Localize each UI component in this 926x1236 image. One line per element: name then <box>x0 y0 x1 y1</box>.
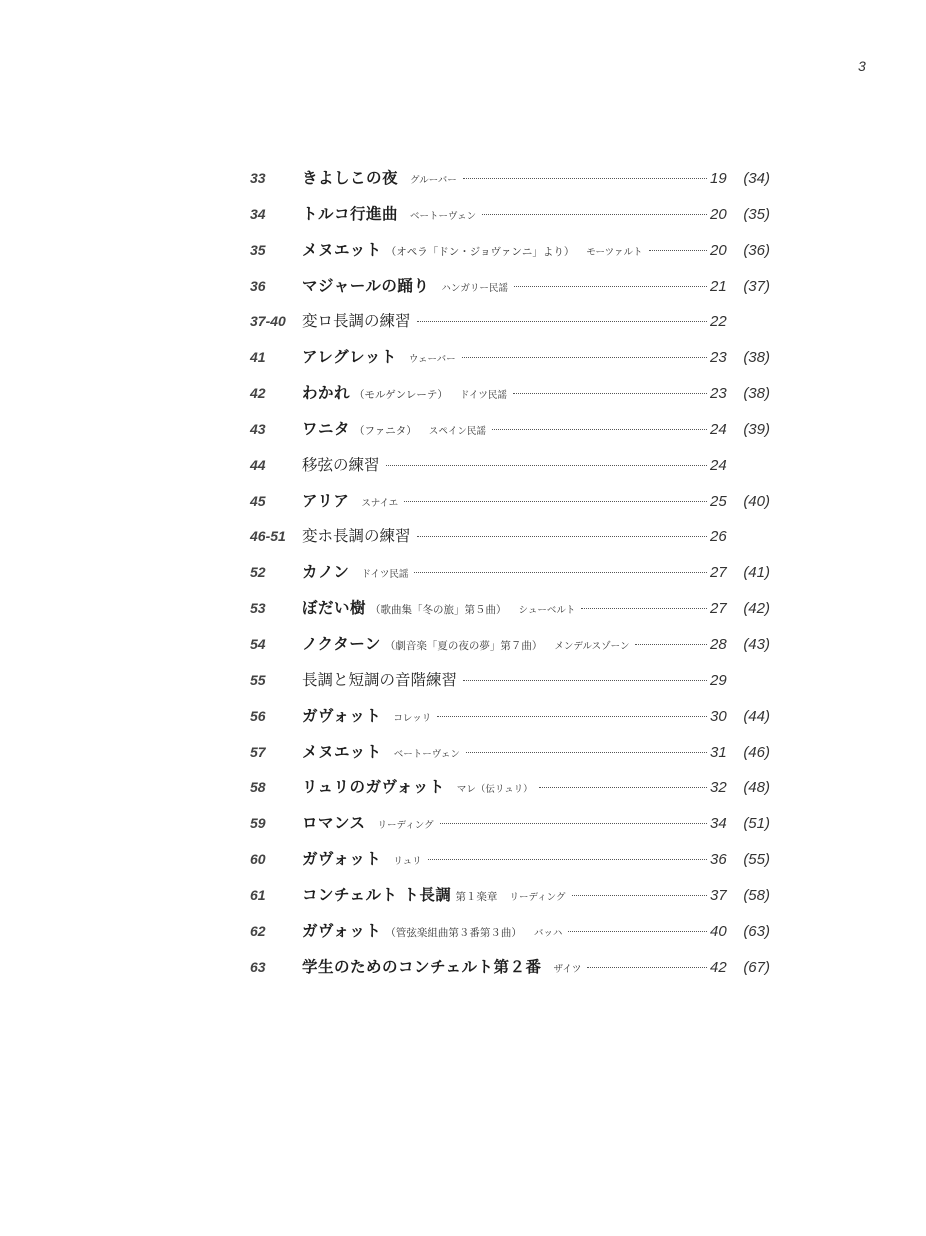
entry-part-page: (67) <box>743 958 770 976</box>
toc-entry <box>250 740 770 776</box>
toc-entry <box>250 453 770 489</box>
entry-composer: ウェーバー <box>408 354 456 366</box>
entry-composer: コレッリ <box>393 712 432 724</box>
toc-entry <box>250 704 770 740</box>
entry-number: 54 <box>250 635 266 652</box>
entry-composer: ドイツ民謡 <box>459 390 507 402</box>
entry-part-page: (55) <box>743 851 770 869</box>
entry-number: 63 <box>250 958 266 975</box>
entry-part-page: (43) <box>743 635 770 653</box>
entry-title: ノクターン <box>302 633 381 653</box>
entry-title: アレグレット <box>302 347 397 367</box>
entry-composer: メンデルスゾーン <box>554 640 630 652</box>
entry-composer: マレ（伝リュリ） <box>456 784 533 796</box>
toc-entry <box>250 345 770 381</box>
entry-title: 学生のためのコンチェルト第２番 <box>302 956 542 976</box>
entry-title: ガヴォット <box>302 849 382 869</box>
entry-number: 33 <box>250 170 266 186</box>
entry-number: 35 <box>250 241 266 258</box>
toc-entry <box>250 811 770 847</box>
entry-title: コンチェルト ト長調 <box>302 884 452 904</box>
entry-page: 27 <box>710 564 727 582</box>
entry-number: 36 <box>250 277 266 294</box>
entry-page: 36 <box>710 851 727 869</box>
entry-title: アリア <box>302 490 350 510</box>
entry-part-page: (51) <box>743 815 770 833</box>
dot-leader <box>417 321 707 322</box>
toc-entry <box>250 919 770 955</box>
dot-leader <box>404 501 707 502</box>
entry-number: 62 <box>250 922 266 939</box>
entry-composer: バッハ <box>533 927 563 939</box>
toc-entry <box>250 417 770 453</box>
dot-leader <box>462 357 707 358</box>
entry-part-page: (48) <box>743 779 770 797</box>
entry-part-page: (35) <box>743 205 770 223</box>
entry-part-page: (42) <box>743 600 770 618</box>
dot-leader <box>513 393 707 394</box>
entry-page: 42 <box>710 958 727 976</box>
entry-number: 57 <box>250 743 266 760</box>
dot-leader <box>463 178 707 179</box>
entry-number: 55 <box>250 671 266 688</box>
entry-page: 23 <box>710 385 727 403</box>
toc-entry <box>250 847 770 883</box>
dot-leader <box>587 967 707 968</box>
entry-page: 32 <box>710 779 727 797</box>
entry-title: トルコ行進曲 <box>302 203 399 223</box>
entry-number: 45 <box>250 492 266 509</box>
dot-leader <box>635 644 707 645</box>
dot-leader <box>428 859 707 860</box>
entry-title: ワニタ <box>302 418 351 438</box>
entry-composer: ザイツ <box>553 963 582 975</box>
entry-page: 19 <box>710 170 727 187</box>
entry-number: 34 <box>250 205 266 222</box>
entry-part-page: (40) <box>743 492 770 510</box>
entry-part-page: (37) <box>743 277 770 295</box>
entry-number: 59 <box>250 815 266 832</box>
entry-part-page: (63) <box>743 922 770 940</box>
entry-composer: シューベルト <box>518 605 576 617</box>
entry-number: 41 <box>250 349 266 366</box>
entry-title: マジャールの踊り <box>302 275 430 295</box>
toc-entry <box>250 560 770 596</box>
entry-page: 23 <box>710 349 727 367</box>
dot-leader <box>466 752 707 753</box>
dot-leader <box>482 214 707 215</box>
entry-page: 31 <box>710 743 727 761</box>
entry-composer: ハンガリー民謡 <box>441 282 508 294</box>
toc-entry <box>250 489 770 525</box>
entry-title: ガヴォット <box>302 920 382 940</box>
entry-page: 34 <box>710 815 727 833</box>
entry-page: 24 <box>710 420 727 438</box>
dot-leader <box>568 931 707 932</box>
entry-subtitle: （歌曲集「冬の旅」第５曲） <box>370 604 507 617</box>
entry-number: 56 <box>250 707 266 724</box>
entry-page: 26 <box>710 528 727 546</box>
entry-page: 28 <box>710 635 727 653</box>
dot-leader <box>414 572 707 573</box>
table-of-contents <box>250 166 770 990</box>
dot-leader <box>417 536 707 537</box>
entry-number: 43 <box>250 420 266 437</box>
toc-entry <box>250 238 770 274</box>
entry-page: 21 <box>710 277 727 295</box>
toc-entry <box>250 166 770 202</box>
dot-leader <box>437 716 707 717</box>
entry-composer: グルーバー <box>410 175 457 186</box>
entry-composer: ベートーヴェン <box>410 210 477 222</box>
toc-entry <box>250 596 770 632</box>
entry-page: 22 <box>710 313 727 331</box>
toc-entry <box>250 955 770 991</box>
entry-title: きよしこの夜 <box>302 168 399 187</box>
entry-composer: ベートーヴェン <box>393 748 460 760</box>
entry-page: 24 <box>710 456 727 474</box>
page-number: 3 <box>858 58 866 74</box>
entry-part-page: (39) <box>743 420 770 438</box>
entry-number: 61 <box>250 886 266 903</box>
entry-number: 52 <box>250 564 266 581</box>
entry-title: 変ロ長調の練習 <box>302 312 411 331</box>
entry-part-page: (38) <box>743 385 770 403</box>
entry-composer: スナイエ <box>361 497 399 509</box>
dot-leader <box>649 250 707 251</box>
entry-page: 29 <box>710 671 727 689</box>
toc-entry <box>250 668 770 704</box>
entry-number: 42 <box>250 385 266 402</box>
toc-entry <box>250 309 770 345</box>
entry-number: 53 <box>250 600 266 617</box>
dot-leader <box>539 787 707 788</box>
entry-title: ガヴォット <box>302 705 382 725</box>
entry-title: ロマンス <box>302 813 366 833</box>
entry-part-page: (58) <box>743 886 770 904</box>
toc-entry <box>250 883 770 919</box>
entry-title: メヌエット <box>302 239 382 259</box>
entry-page: 20 <box>710 205 727 223</box>
entry-number: 60 <box>250 851 266 868</box>
entry-part-page: (36) <box>743 241 770 259</box>
toc-entry <box>250 632 770 668</box>
entry-composer: ドイツ民謡 <box>361 569 409 581</box>
entry-title: 変ホ長調の練習 <box>302 527 411 546</box>
entry-page: 27 <box>710 600 727 618</box>
entry-number: 37-40 <box>250 313 286 330</box>
entry-title: 長調と短調の音階練習 <box>302 670 458 689</box>
entry-page: 20 <box>710 241 727 259</box>
entry-subtitle: （オペラ「ドン・ジョヴァンニ」より） <box>385 245 575 258</box>
toc-entry <box>250 524 770 560</box>
entry-part-page: (38) <box>743 349 770 367</box>
toc-entry <box>250 775 770 811</box>
entry-page: 37 <box>710 886 727 904</box>
entry-part-page: (41) <box>743 564 770 582</box>
entry-subtitle: （劇音楽「夏の夜の夢」第７曲） <box>384 639 543 652</box>
entry-number: 58 <box>250 779 266 796</box>
entry-number: 44 <box>250 456 266 473</box>
dot-leader <box>492 429 707 430</box>
entry-part-page: (46) <box>743 743 770 761</box>
entry-page: 30 <box>710 707 727 725</box>
entry-composer: スペイン民謡 <box>428 425 486 437</box>
entry-title: リュリのガヴォット <box>302 777 445 797</box>
entry-subtitle: （モルゲンレーテ） <box>354 389 448 402</box>
entry-composer: リーディング <box>509 891 566 903</box>
toc-entry <box>250 381 770 417</box>
entry-title: 移弦の練習 <box>302 455 380 474</box>
entry-composer: リュリ <box>393 856 422 868</box>
entry-part-page: (34) <box>743 170 770 187</box>
toc-entry <box>250 202 770 238</box>
dot-leader <box>581 608 707 609</box>
entry-page: 25 <box>710 492 727 510</box>
toc-entry <box>250 274 770 310</box>
entry-title: カノン <box>302 562 350 582</box>
dot-leader <box>514 286 707 287</box>
entry-title: メヌエット <box>302 741 382 761</box>
entry-page: 40 <box>710 922 727 940</box>
dot-leader <box>572 895 708 896</box>
dot-leader <box>386 465 707 466</box>
entry-title: わかれ <box>302 383 351 403</box>
entry-subtitle: （ファニタ） <box>354 424 417 437</box>
entry-part-page: (44) <box>743 707 770 725</box>
entry-subtitle: （管弦楽組曲第３番第３曲） <box>385 926 522 939</box>
entry-subtitle: 第１楽章 <box>455 890 498 903</box>
dot-leader <box>440 823 707 824</box>
dot-leader <box>463 680 707 681</box>
entry-title: ぼだい樹 <box>302 598 367 618</box>
entry-number: 46-51 <box>250 528 286 545</box>
entry-composer: リーディング <box>377 820 434 832</box>
entry-composer: モーツァルト <box>586 246 643 258</box>
